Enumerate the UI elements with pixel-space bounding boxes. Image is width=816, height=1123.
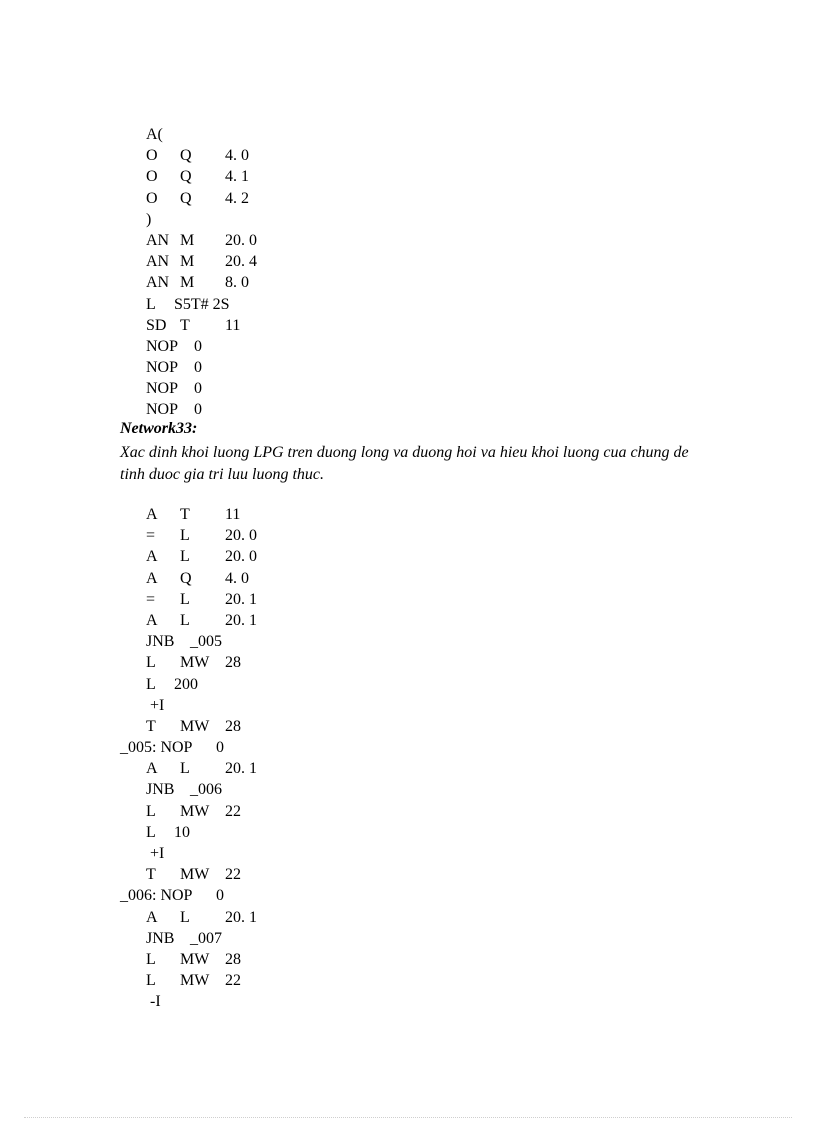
code-token: M xyxy=(180,231,195,249)
code-token: Q xyxy=(180,189,192,207)
code-token: S5T# 2S xyxy=(174,295,230,313)
code-token: 4. 2 xyxy=(225,189,249,207)
code-token: L xyxy=(180,548,190,566)
code-line xyxy=(146,166,275,187)
code-token: L xyxy=(180,527,190,545)
code-token: 10 xyxy=(174,823,190,841)
code-token: _007 xyxy=(190,929,222,947)
code-line xyxy=(146,758,275,779)
code-line xyxy=(146,209,275,230)
code-line xyxy=(146,970,275,991)
code-token: 4. 0 xyxy=(225,569,249,587)
code-token: JNB xyxy=(146,633,175,651)
code-token: AN xyxy=(146,274,170,292)
code-line xyxy=(146,504,275,525)
code-line xyxy=(146,907,275,928)
code-token: NOP xyxy=(146,380,179,398)
code-token: 4. 0 xyxy=(225,147,249,165)
code-line xyxy=(146,695,275,716)
page-bottom-rule xyxy=(24,1117,792,1118)
code-token: A xyxy=(146,611,158,629)
code-line xyxy=(146,188,275,209)
code-token: L xyxy=(146,823,156,841)
code-token: L xyxy=(180,760,190,778)
code-token: L xyxy=(146,950,156,968)
network-description: Xac dinh khoi luong LPG tren duong long va duong hoi va hieu khoi luong cua chung de tinh duoc gia tri luu luong thuc. xyxy=(120,444,689,483)
code-token: 0 xyxy=(194,380,202,398)
code-token: L xyxy=(146,675,156,693)
code-token: MW xyxy=(180,950,210,968)
code-token: L xyxy=(146,972,156,990)
code-line xyxy=(146,124,275,145)
code-line xyxy=(146,315,275,336)
code-token: 20. 0 xyxy=(225,231,257,249)
code-line xyxy=(146,610,275,631)
code-token: L xyxy=(146,802,156,820)
code-token: 20. 4 xyxy=(225,253,257,271)
code-line xyxy=(146,399,275,420)
code-token: MW xyxy=(180,717,210,735)
code-line xyxy=(146,949,275,970)
code-line xyxy=(146,928,275,949)
code-token: MW xyxy=(180,972,210,990)
code-token: _006: NOP xyxy=(120,887,193,905)
code-line xyxy=(146,145,275,166)
code-token: L xyxy=(146,295,156,313)
code-line xyxy=(120,885,275,906)
code-token: NOP xyxy=(146,401,179,419)
code-block-2 xyxy=(120,504,275,1013)
code-token: 20. 0 xyxy=(225,527,257,545)
code-token: 28 xyxy=(225,950,241,968)
code-token: MW xyxy=(180,802,210,820)
code-line xyxy=(146,357,275,378)
code-token: 20. 1 xyxy=(225,611,257,629)
code-block-1 xyxy=(146,124,275,421)
code-token: Q xyxy=(180,147,192,165)
code-token: JNB xyxy=(146,781,175,799)
code-token: SD xyxy=(146,316,167,334)
code-token: L xyxy=(180,908,190,926)
code-token: 22 xyxy=(225,802,241,820)
code-line xyxy=(146,378,275,399)
code-token: +I xyxy=(146,845,165,862)
code-token: T xyxy=(146,866,156,884)
code-token: NOP xyxy=(146,359,179,377)
code-token: = xyxy=(146,590,156,608)
code-line xyxy=(146,801,275,822)
code-token: A xyxy=(146,908,158,926)
code-token: 8. 0 xyxy=(225,274,249,292)
code-token: _005: NOP xyxy=(120,739,193,757)
code-line xyxy=(146,251,275,272)
code-line xyxy=(146,779,275,800)
code-token: 11 xyxy=(225,506,241,523)
code-line xyxy=(146,294,275,315)
code-token: = xyxy=(146,527,156,545)
code-token: 20. 1 xyxy=(225,908,257,926)
code-line xyxy=(146,843,275,864)
code-token: 200 xyxy=(174,675,198,693)
code-token: 0 xyxy=(194,401,202,419)
code-line xyxy=(146,230,275,251)
code-token: 28 xyxy=(225,654,241,672)
code-line xyxy=(120,737,275,758)
code-token: _005 xyxy=(190,633,222,651)
code-token: MW xyxy=(180,866,210,884)
code-line xyxy=(146,822,275,843)
code-token: 22 xyxy=(225,866,241,884)
code-token: 0 xyxy=(194,337,202,355)
code-token: 4. 1 xyxy=(225,168,249,186)
code-token: L xyxy=(180,611,190,629)
code-token: 11 xyxy=(225,316,241,334)
code-token: O xyxy=(146,189,158,207)
code-token: AN xyxy=(146,253,170,271)
code-token: 0 xyxy=(216,739,224,757)
code-token: L xyxy=(180,590,190,608)
code-token: -I xyxy=(146,993,161,1011)
code-token: Q xyxy=(180,569,192,587)
code-token: A xyxy=(146,760,158,778)
code-line xyxy=(146,568,275,589)
code-token: O xyxy=(146,168,158,186)
code-line xyxy=(146,546,275,567)
code-token: 20. 1 xyxy=(225,760,257,778)
code-token: JNB xyxy=(146,929,175,947)
code-token: 0 xyxy=(194,359,202,377)
code-line xyxy=(146,716,275,737)
code-token: AN xyxy=(146,231,170,249)
code-token: A( xyxy=(146,126,163,143)
code-token: A xyxy=(146,548,158,566)
code-token: T xyxy=(180,506,190,523)
code-token: T xyxy=(180,316,190,334)
code-line xyxy=(146,991,275,1012)
code-token: 0 xyxy=(216,887,224,905)
code-line xyxy=(146,864,275,885)
network-heading: Network33: xyxy=(120,420,198,437)
code-token: T xyxy=(146,717,156,735)
code-token: MW xyxy=(180,654,210,672)
code-token: A xyxy=(146,569,158,587)
code-token: L xyxy=(146,654,156,672)
code-token: 20. 1 xyxy=(225,590,257,608)
code-line xyxy=(146,631,275,652)
code-token: M xyxy=(180,274,195,292)
code-token: M xyxy=(180,253,195,271)
code-line xyxy=(146,589,275,610)
code-token: 20. 0 xyxy=(225,548,257,566)
code-line xyxy=(146,336,275,357)
code-token: 22 xyxy=(225,972,241,990)
code-token: ) xyxy=(146,210,152,228)
code-line xyxy=(146,272,275,293)
code-token: 28 xyxy=(225,717,241,735)
code-token: +I xyxy=(146,696,165,714)
code-token: Q xyxy=(180,168,192,186)
code-token: _006 xyxy=(190,781,222,799)
code-token: A xyxy=(146,506,158,523)
code-line xyxy=(146,674,275,695)
code-line xyxy=(146,652,275,673)
code-line xyxy=(146,525,275,546)
code-token: NOP xyxy=(146,337,179,355)
code-token: O xyxy=(146,147,158,165)
